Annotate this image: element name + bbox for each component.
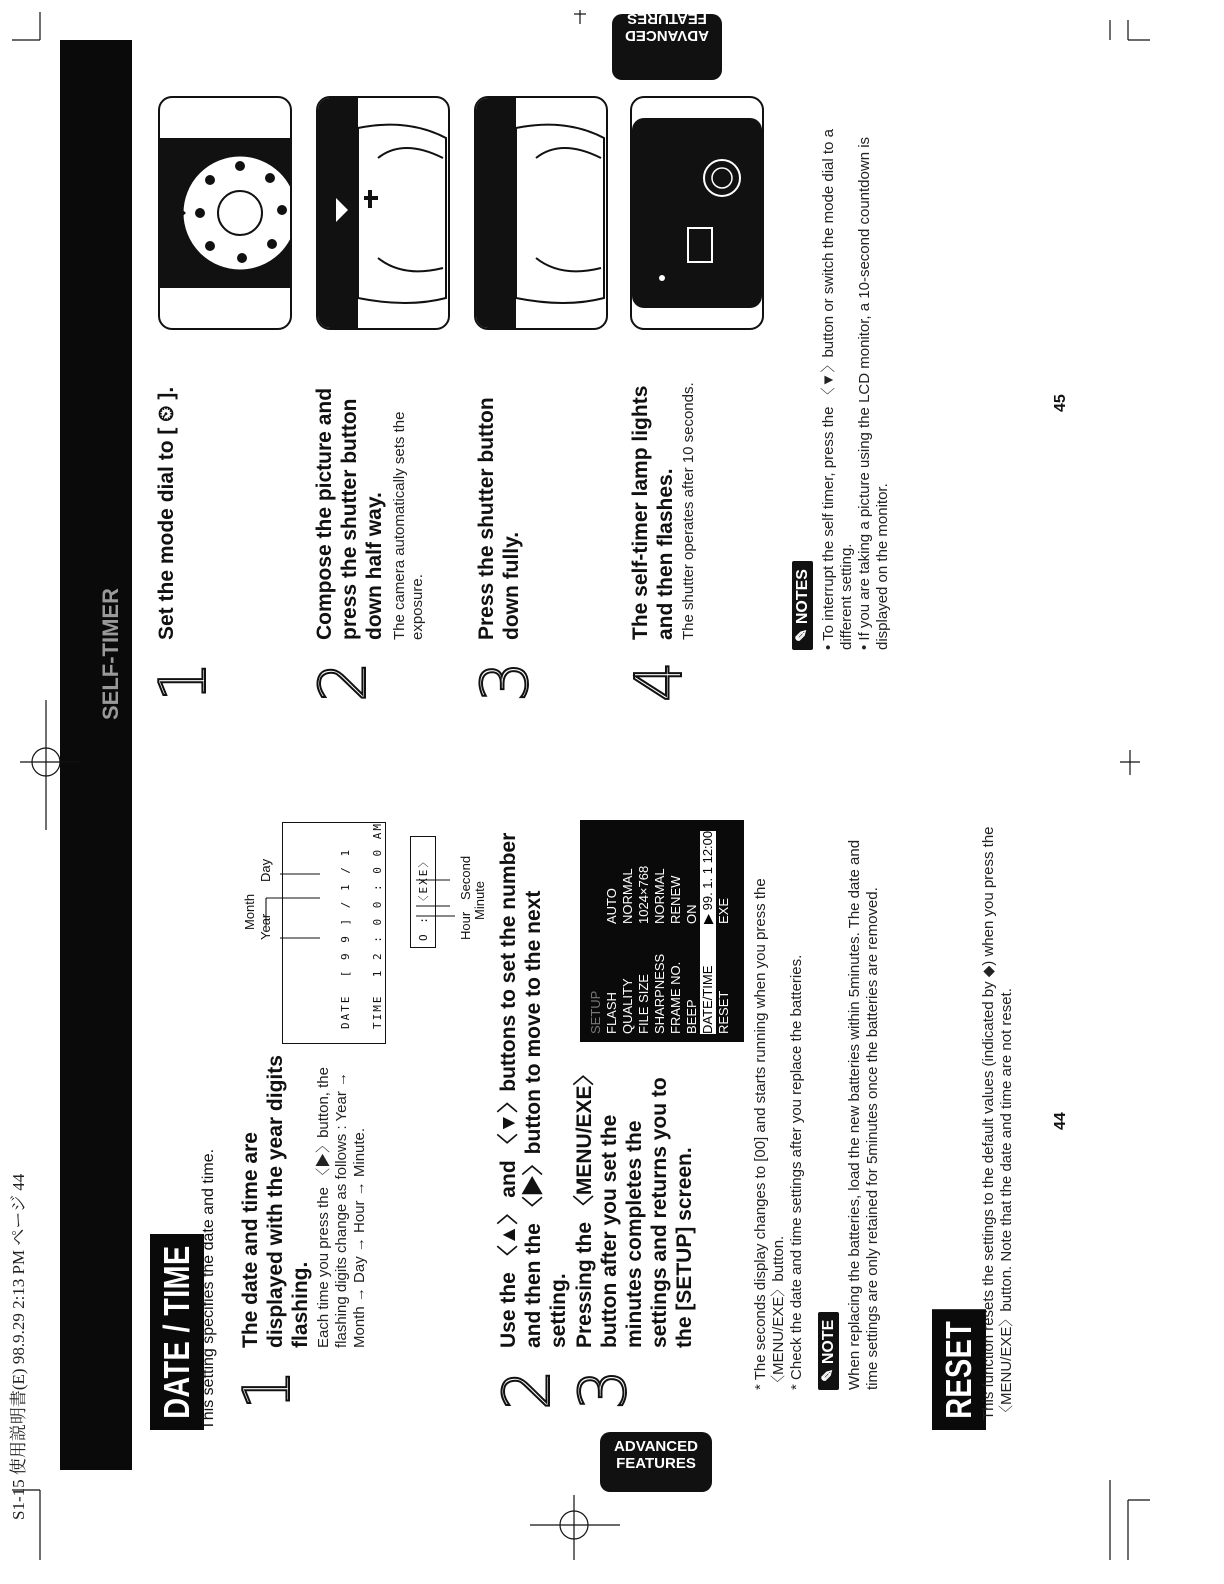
menu-value: ON: [684, 904, 699, 924]
note-text: When replacing the batteries, load the new batteries within 5minutes. The date and time settings are only retained for 5minutes once the batteries are removed.: [846, 839, 881, 1390]
band-label: SELF-TIMER: [98, 588, 123, 720]
menu-value: NORMAL: [652, 868, 667, 924]
black-band: [60, 40, 132, 1470]
lcd-date-label: DATE: [339, 994, 352, 1029]
reset-body: [980, 820, 1016, 1420]
notes-badge: ✎ NOTES: [792, 561, 813, 650]
menu-row: [716, 831, 732, 1034]
timer-step-3: [474, 350, 524, 640]
menu-key: BEEP: [684, 999, 699, 1034]
step-title: The self-timer lamp lights and then flashes.: [629, 385, 677, 640]
setup-menu-screen: [580, 820, 744, 1042]
timer-step-2: [312, 350, 427, 640]
reset-title: RESET: [932, 1310, 986, 1430]
lcd-time-value: 1 2 : 0 0 : 0 0 AM: [371, 822, 384, 978]
menu-key: FILE SIZE: [636, 974, 651, 1034]
bullet-item: * Check the date and time settings after you replace the batteries.: [788, 954, 805, 1390]
menu-header-label: SETUP: [588, 990, 603, 1034]
notes-label: NOTES: [794, 569, 811, 625]
step-number: 3: [567, 1369, 641, 1410]
lcd-label-second: Second: [458, 855, 473, 900]
bullet-item: * The seconds display changes to [00] and starts running when you press the 〈MENU/EXE〉button.: [752, 878, 787, 1390]
menu-key: DATE/TIME: [700, 965, 715, 1034]
note-item: • To interrupt the self timer, press the 〈▼〉button or switch the mode dial to a different setting.: [820, 129, 855, 650]
self-timer-lamp-illustration: [630, 96, 764, 330]
date-time-intro: This setting specifies the date and time.: [200, 1148, 217, 1430]
lcd-date-value: [ 9 9 ] / 1 / 1: [339, 847, 352, 978]
lcd-label-year: Year: [258, 913, 273, 940]
page-number-left: 44: [1052, 1112, 1069, 1130]
half-press-illustration: [316, 96, 450, 330]
setup-menu-list: [588, 831, 732, 1034]
step-number: 2: [491, 1369, 565, 1410]
note-text: If you are taking a picture using the LCD monitor, a 10-second countdown is displayed on the monitor.: [856, 136, 891, 650]
step-title: Use the 〈▲〉 and 〈▼〉buttons to set the number and then the 〈▶〉button to move to the next setting.: [497, 832, 570, 1348]
advanced-features-tab-left: [600, 1432, 712, 1492]
step-title: Set the mode dial to [ ⏲ ].: [155, 386, 178, 640]
step-title: Press the shutter button down fully.: [475, 397, 523, 640]
lcd-time-label: TIME: [371, 994, 384, 1029]
menu-key: QUALITY: [620, 978, 635, 1034]
step-title: Compose the picture and press the shutter button down half way.: [313, 387, 386, 640]
menu-value: NORMAL: [620, 868, 635, 924]
self-timer-notes: [820, 90, 892, 650]
self-timer-notes-label: [792, 561, 812, 650]
step-number: 1: [231, 1369, 305, 1410]
menu-value: 1024×768: [636, 865, 651, 924]
step-desc: The camera automatically sets the exposure.: [391, 411, 426, 640]
menu-value: ▶ 99. 1. 1 12:00: [700, 830, 715, 924]
menu-row: [620, 831, 636, 1034]
menu-value: AUTO: [604, 888, 619, 924]
bullet-text: The seconds display changes to [00] and starts running when you press the 〈MENU/EXE〉button.: [752, 878, 787, 1390]
menu-value: EXE: [716, 897, 731, 924]
menu-row: [684, 831, 700, 1034]
full-press-illustration: [474, 96, 608, 330]
menu-row: [636, 831, 652, 1034]
lcd-leader-lines: [250, 820, 480, 1080]
finger-full-press-icon: [476, 98, 606, 328]
date-step-2: [496, 818, 571, 1348]
menu-row: [604, 831, 620, 1034]
step-desc: Each time you press the 〈▶〉button, the flashing digits change as follows : Year → Month → Day → Hour → Minute.: [315, 1067, 368, 1348]
step-number: 3: [469, 661, 543, 702]
note-badge: ✎ NOTE: [818, 1312, 839, 1390]
lcd-label-minute: Minute: [472, 880, 487, 920]
lcd-label-day: Day: [258, 858, 273, 882]
page-number-right: 45: [1052, 394, 1069, 412]
lcd-label-month: Month: [242, 893, 257, 930]
bullet-text: Check the date and time settings after you replace the batteries.: [788, 954, 805, 1380]
step-title: Pressing the 〈MENU/EXE〉button after you set the minutes completes the settings and returns you to the [SETUP] screen.: [573, 1064, 696, 1348]
print-header: S1-15 使用説明書(E) 98.9.29 2:13 PM ページ 44: [9, 1173, 28, 1520]
date-time-note: [818, 1312, 838, 1390]
camera-front-icon: [632, 98, 762, 328]
date-time-title: DATE / TIME: [150, 1234, 204, 1430]
lcd-ok-text: O : 〈EXE〉: [417, 854, 430, 941]
note-text: To interrupt the self timer, press the 〈▼〉button or switch the mode dial to a different setting.: [820, 129, 855, 650]
timer-step-1: [154, 360, 179, 640]
lcd-label-hour: Hour: [458, 911, 473, 940]
advanced-features-tab-right: [612, 10, 722, 80]
reset-text: This function resets the settings to the default values (indicated by ◆) when you press the 〈MENU/EXE〉button. Note that the date and time are not reset.: [980, 826, 1015, 1420]
menu-row-selected: [700, 831, 716, 1034]
mode-dial-icon: [160, 98, 290, 328]
menu-value: RENEW: [668, 875, 683, 924]
menu-key: FRAME NO.: [668, 961, 683, 1034]
menu-key: FLASH: [604, 992, 619, 1034]
step-number: 1: [147, 661, 221, 702]
menu-key: SHARPNESS: [652, 953, 667, 1034]
timer-step-4: [628, 350, 698, 640]
menu-row: [668, 831, 684, 1034]
date-step-1: [238, 1048, 369, 1348]
step-number: 4: [623, 661, 697, 702]
step-number: 2: [307, 661, 381, 702]
mode-dial-illustration: [158, 96, 292, 330]
tab-label: ADVANCED FEATURES: [625, 10, 709, 44]
note-item: • If you are taking a picture using the LCD monitor, a 10-second countdown is displayed on the monitor.: [856, 136, 891, 650]
date-step-3: [572, 1058, 697, 1348]
note-body: [846, 820, 882, 1390]
step-desc: The shutter operates after 10 seconds.: [680, 382, 697, 640]
step-title: The date and time are displayed with the year digits flashing.: [239, 1055, 312, 1348]
note-label: NOTE: [820, 1319, 837, 1365]
menu-row: [652, 831, 668, 1034]
date-time-bullets: [752, 820, 806, 1390]
menu-key: RESET: [716, 990, 731, 1034]
finger-half-press-icon: [318, 98, 448, 328]
menu-header: [588, 831, 604, 1034]
tab-label: ADVANCED FEATURES: [614, 1438, 698, 1472]
